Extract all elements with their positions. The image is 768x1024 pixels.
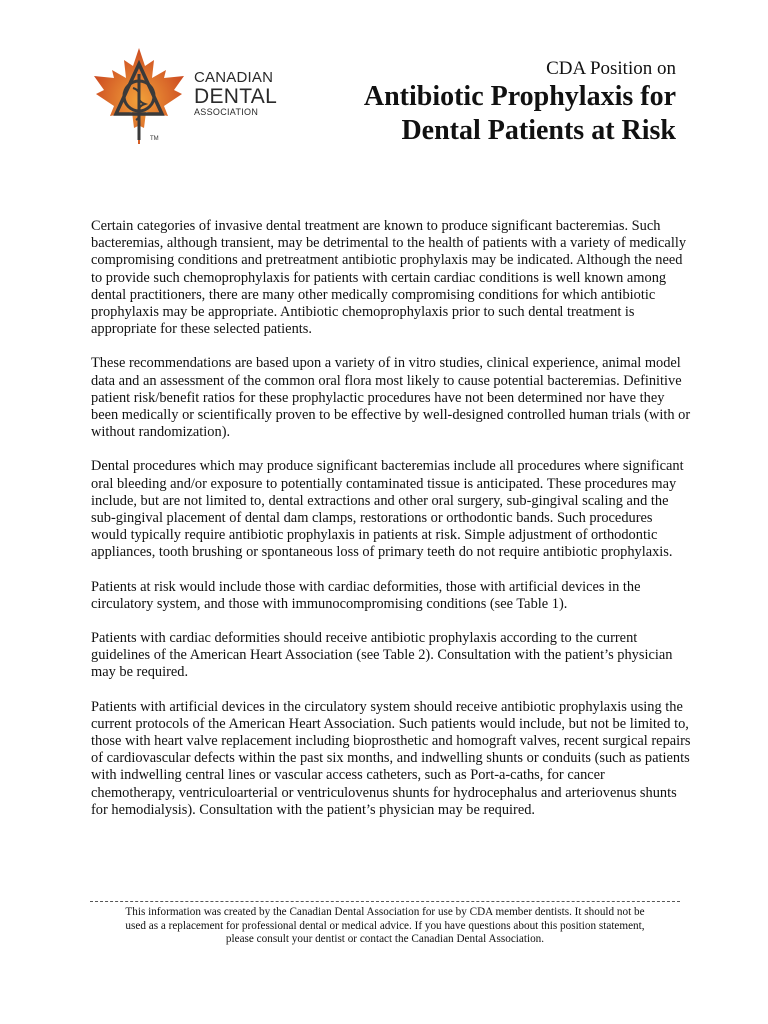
- paragraph-cardiac: Patients with cardiac deformities should receive antibiotic prophylaxis according to the current guidelines of the American Heart Association (see Table 2). Consultation with the patient’s physician may be required.: [91, 630, 673, 681]
- logo-line-canadian: CANADIAN: [194, 69, 274, 86]
- trademark-mark: TM: [150, 136, 159, 142]
- footer-line-2: used as a replacement for professional dental or medical advice. If you have questions about this position statement,: [125, 919, 645, 932]
- page-title-line-2: Dental Patients at Risk: [401, 115, 676, 146]
- title-kicker: CDA Position on: [546, 58, 676, 79]
- logo-line-dental: DENTAL: [194, 85, 278, 108]
- footer-line-1: This information was created by the Canadian Dental Association for use by CDA member dentists. It should not be: [125, 906, 645, 918]
- footer-line-3: please consult your dentist or contact the Canadian Dental Association.: [225, 933, 545, 946]
- logo-wordmark: [194, 70, 277, 117]
- maple-leaf-icon: [84, 44, 194, 154]
- paragraph-basis: These recommendations are based upon a variety of in vitro studies, clinical experience, animal model data and an assessment of the common oral flora most likely to cause potential bacteremias. Definitive patient risk/benefit ratios for these prophylactic procedures have not been determined nor have they been medically or scientifically proven to be effective by well-designed controlled human trials (with or without randomization).: [91, 355, 691, 441]
- footer-divider: [90, 901, 680, 902]
- document-body: [91, 218, 691, 836]
- logo-line-association: ASSOCIATION: [194, 107, 259, 117]
- footer-disclaimer: [90, 906, 680, 947]
- page-title-line-1: Antibiotic Prophylaxis for: [363, 81, 676, 112]
- paragraph-intro: Certain categories of invasive dental treatment are known to produce significant bacteremias. Such bacteremias, although transient, may be detrimental to the health of patients with a variety of medically compromising conditions and pretreatment antibiotic prophylaxis may be indicated. Although the need to provide such chemoprophylaxis for patients with certain cardiac conditions is well known among dental practitioners, there are many other medically compromising conditions for which antibiotic prophylaxis may be appropriate. Antibiotic chemoprophylaxis prior to such dental treatment is appropriate for these selected patients.: [91, 218, 687, 338]
- paragraph-artificial-devices: Patients with artificial devices in the circulatory system should receive antibiotic prophylaxis using the current protocols of the American Heart Association. Such patients would include, but not be limited to, those with heart valve replacement including bioprosthetic and homograft valves, recent surgical repairs of cardiovascular defects within the past six months, and indwelling shunts or conduits (such as patients with indwelling central lines or vascular access catheters, such as Port-a-caths, for cancer chemotherapy, ventriculoarterial or ventriculovenus shunts for hydrocephalus and arteriovenus shunts for hemodialysis). Consultation with the patient’s physician may be required.: [91, 698, 691, 818]
- cda-logo: [84, 44, 278, 154]
- paragraph-procedures: Dental procedures which may produce significant bacteremias include all procedures where significant oral bleeding and/or exposure to potentially contaminated tissue is anticipated. These procedures may include, but are not limited to, dental extractions and other oral surgery, sub-gingival scaling and the sub-gingival placement of dental dam clamps, restorations or orthodontic bands. Such procedures would typically require antibiotic prophylaxis in patients at risk. Simple adjustment of orthodontic appliances, tooth brushing or spontaneous loss of primary teeth do not require antibiotic prophylaxis.: [91, 458, 684, 561]
- paragraph-patients-at-risk: Patients at risk would include those with cardiac deformities, those with artificial devices in the circulatory system, and those with immunocompromising conditions (see Table 1).: [91, 578, 641, 612]
- title-block: [364, 58, 676, 148]
